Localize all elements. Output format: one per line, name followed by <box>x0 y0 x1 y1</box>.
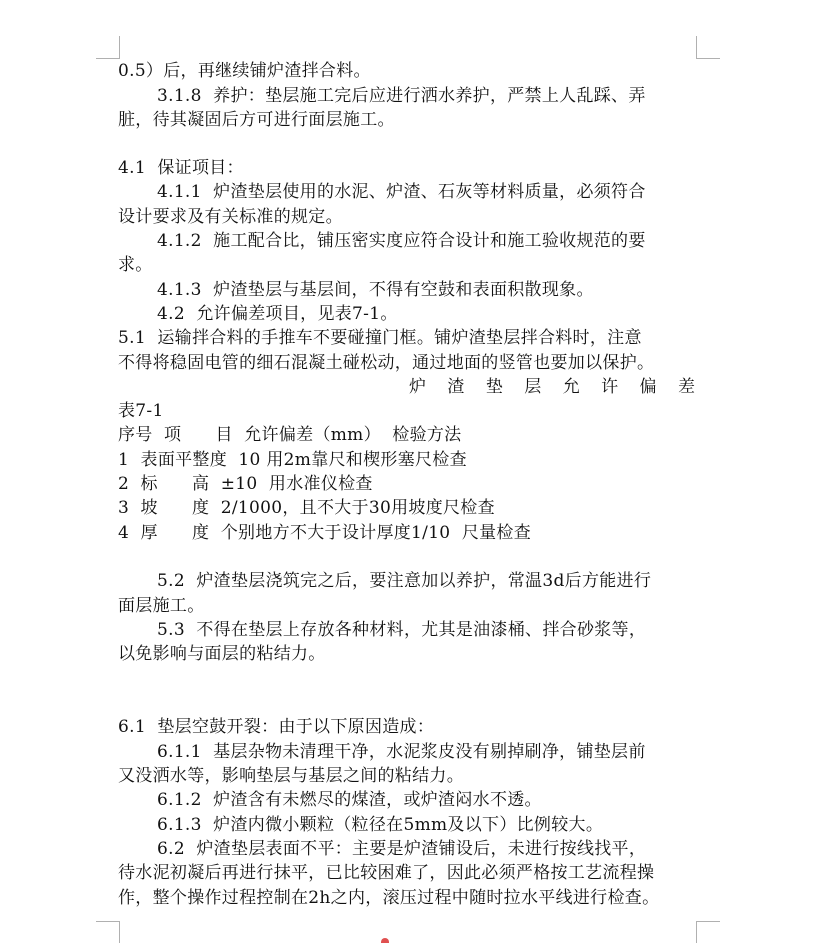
section-4-1-3-heading: 4.1.3 炉渣垫层与基层间，不得有空鼓和表面积散现象。 <box>157 280 594 300</box>
section-4-2-heading: 4.2 允许偏差项目，见表7-1。 <box>157 304 398 324</box>
table-row: 1 表面平整度 10 用2m靠尺和楔形塞尺检查 <box>118 450 467 470</box>
section-6-1-2-heading: 6.1.2 炉渣含有未燃尽的煤渣，或炉渣闷水不透。 <box>157 790 542 810</box>
table-row: 2 标 高 ±10 用水准仪检查 <box>118 474 373 494</box>
section-6-1-3-heading: 6.1.3 炉渣内微小颗粒（粒径在5mm及以下）比例较大。 <box>157 815 604 835</box>
section-5-3-heading: 5.3 不得在垫层上存放各种材料，尤其是油漆桶、拌合砂浆等， <box>157 620 647 640</box>
paragraph-line: 面层施工。 <box>118 596 205 616</box>
section-5-2-heading: 5.2 炉渣垫层浇筑完之后，要注意加以养护，常温3d后方能进行 <box>157 571 652 591</box>
caption-char: 炉 <box>409 377 426 397</box>
table-number: 表7-1 <box>118 401 164 421</box>
paragraph-line: 0.5）后，再继续铺炉渣拌合料。 <box>118 61 371 81</box>
section-6-1-heading: 6.1 垫层空鼓开裂：由于以下原因造成： <box>118 717 435 737</box>
section-4-1-heading: 4.1 保证项目： <box>118 158 244 178</box>
section-4-1-1-heading: 4.1.1 炉渣垫层使用的水泥、炉渣、石灰等材料质量，必须符合 <box>157 182 646 202</box>
section-5-1-heading: 5.1 运输拌合料的手推车不要碰撞门框。铺炉渣垫层拌合料时，注意 <box>118 328 642 348</box>
caption-char: 偏 <box>639 377 657 397</box>
section-6-1-1-heading: 6.1.1 基层杂物未清理干净，水泥浆皮没有剔掉刷净，铺垫层前 <box>157 742 646 762</box>
caption-char: 垫 <box>485 377 503 397</box>
caption-char: 层 <box>524 377 542 397</box>
section-3-1-8-heading: 3.1.8 养护：垫层施工完后应进行洒水养护，严禁上人乱踩、弄 <box>157 86 646 106</box>
paragraph-line: 待水泥初凝后再进行抹平，已比较困难了，因此必须严格按工艺流程操 <box>118 863 655 883</box>
paragraph-line: 不得将稳固电管的细石混凝土碰松动，通过地面的竖管也要加以保护。 <box>118 353 655 373</box>
caption-char: 允 <box>562 377 580 397</box>
paragraph-line: 又没洒水等，影响垫层与基层之间的粘结力。 <box>118 766 464 786</box>
paragraph-line: 求。 <box>118 255 153 275</box>
paragraph-line: 以免影响与面层的粘结力。 <box>118 644 326 664</box>
caption-char: 渣 <box>447 377 465 397</box>
section-4-1-2-heading: 4.1.2 施工配合比，铺压密实度应符合设计和施工验收规范的要 <box>157 231 646 251</box>
caption-char: 许 <box>601 377 619 397</box>
paragraph-line: 设计要求及有关标准的规定。 <box>118 207 343 227</box>
paragraph-line: 脏，待其凝固后方可进行面层施工。 <box>118 110 395 130</box>
page-edge-marker <box>381 938 389 943</box>
paragraph-line: 作，整个操作过程控制在2h之内，滚压过程中随时拉水平线进行检查。 <box>118 888 660 908</box>
table-caption <box>409 376 695 398</box>
section-6-2-heading: 6.2 炉渣垫层表面不平：主要是炉渣铺设后，未进行按线找平， <box>157 839 647 859</box>
table-row: 3 坡 度 2/1000，且不大于30用坡度尺检查 <box>118 498 495 518</box>
table-row: 4 厚 度 个别地方不大于设计厚度1/10 尺量检查 <box>118 523 532 543</box>
table-header: 序号 项 目 允许偏差（mm） 检验方法 <box>118 425 462 445</box>
caption-char: 差 <box>677 377 695 397</box>
